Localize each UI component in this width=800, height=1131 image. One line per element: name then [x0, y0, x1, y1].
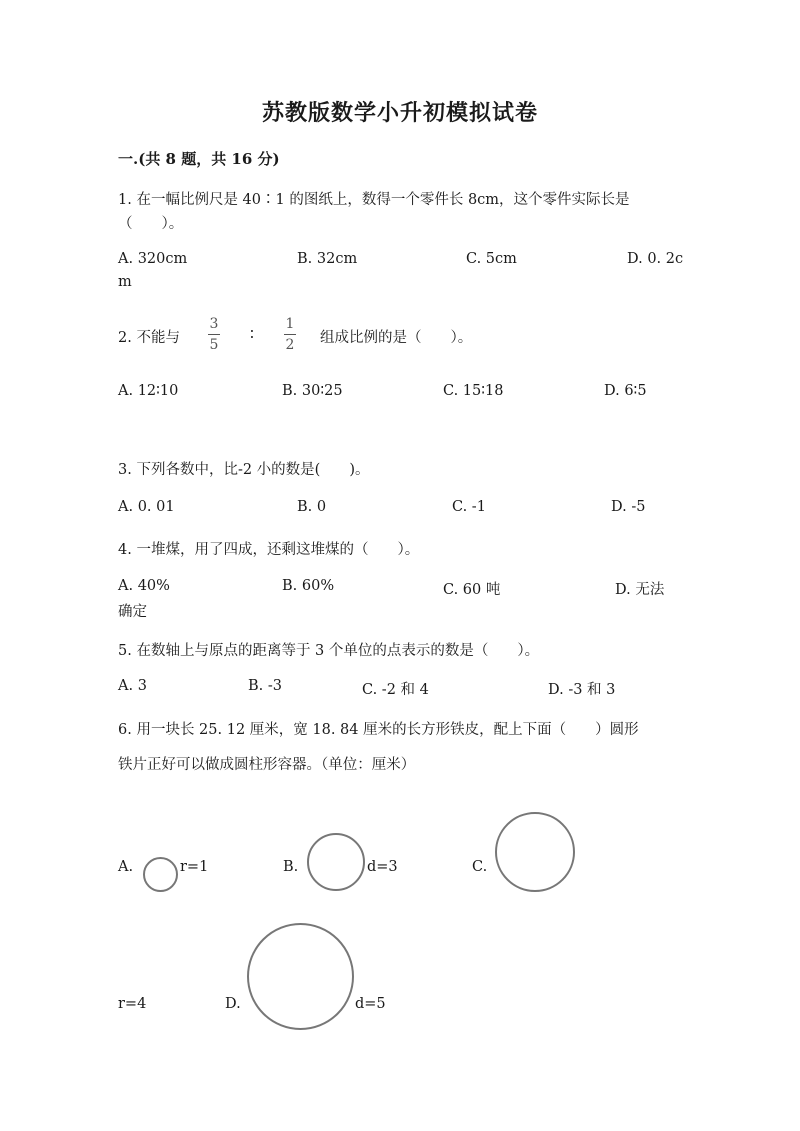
fraction-1-2 — [284, 316, 296, 353]
circle-c-label: r=4 — [118, 996, 147, 1012]
fraction-bar — [284, 334, 296, 335]
question-5-option-d: D. -3 和 3 — [548, 682, 616, 698]
question-3-option-b: B. 0 — [297, 499, 327, 515]
question-2-suffix: 组成比例的是（ ）。 — [320, 330, 473, 346]
question-4-option-a: A. 40% — [118, 578, 170, 594]
fraction-3-5 — [208, 316, 220, 353]
question-2-option-d: D. 6∶5 — [604, 383, 647, 399]
question-4-option-d: D. 无法 — [615, 582, 665, 598]
question-1-text-cont: （ ）。 — [118, 216, 184, 232]
ratio-colon: ∶ — [250, 325, 254, 343]
question-1-text: 1. 在一幅比例尺是 40∶1 的图纸上，数得一个零件长 8cm，这个零件实际长是 — [118, 192, 630, 208]
question-5-option-c: C. -2 和 4 — [362, 682, 429, 698]
fraction-denominator: 5 — [209, 337, 219, 353]
circle-d — [247, 923, 354, 1030]
question-2-option-b: B. 30∶25 — [282, 383, 343, 399]
question-6-text-cont: 铁片正好可以做成圆柱形容器。（单位：厘米） — [118, 757, 416, 773]
question-2-option-a: A. 12∶10 — [118, 383, 179, 399]
question-1-option-c: C. 5cm — [466, 251, 517, 267]
question-3-option-a: A. 0. 01 — [118, 499, 175, 515]
question-1-option-d-wrap: m — [118, 274, 132, 290]
question-4-option-b: B. 60% — [282, 578, 335, 594]
question-5-option-b: B. -3 — [248, 678, 282, 694]
question-3-option-c: C. -1 — [452, 499, 486, 515]
question-5-option-a: A. 3 — [118, 678, 147, 694]
question-4-text: 4. 一堆煤，用了四成，还剩这堆煤的（ ）。 — [118, 542, 420, 558]
question-1-option-d: D. 0. 2c — [627, 251, 684, 267]
question-5-text: 5. 在数轴上与原点的距离等于 3 个单位的点表示的数是（ ）。 — [118, 643, 540, 659]
circle-b — [307, 833, 365, 891]
page-title: 苏教版数学小升初模拟试卷 — [261, 100, 538, 126]
circle-b-label: d=3 — [367, 859, 398, 875]
fraction-denominator: 2 — [285, 337, 295, 353]
question-4-option-d-wrap: 确定 — [118, 604, 147, 620]
circle-a — [143, 857, 178, 892]
circle-c — [495, 812, 575, 892]
question-6-option-c: C. — [472, 859, 488, 875]
question-3-text: 3. 下列各数中，比-2 小的数是( )。 — [118, 462, 370, 478]
section-heading: 一.(共 8 题，共 16 分) — [118, 150, 280, 168]
circle-d-label: d=5 — [355, 996, 386, 1012]
circle-a-label: r=1 — [180, 859, 209, 875]
question-6-text: 6. 用一块长 25. 12 厘米，宽 18. 84 厘米的长方形铁皮，配上下面（ ）圆形 — [118, 722, 639, 738]
question-4-option-c: C. 60 吨 — [443, 582, 501, 598]
fraction-numerator: 3 — [209, 316, 219, 332]
fraction-bar — [208, 334, 220, 335]
question-1-option-a: A. 320cm — [118, 251, 188, 267]
question-2-prefix: 2. 不能与 — [118, 330, 180, 346]
question-6-option-a: A. — [118, 859, 134, 875]
question-6-option-b: B. — [283, 859, 299, 875]
fraction-numerator: 1 — [285, 316, 295, 332]
question-1-option-b: B. 32cm — [297, 251, 358, 267]
question-3-option-d: D. -5 — [611, 499, 646, 515]
question-2-option-c: C. 15∶18 — [443, 383, 504, 399]
question-6-option-d: D. — [225, 996, 241, 1012]
